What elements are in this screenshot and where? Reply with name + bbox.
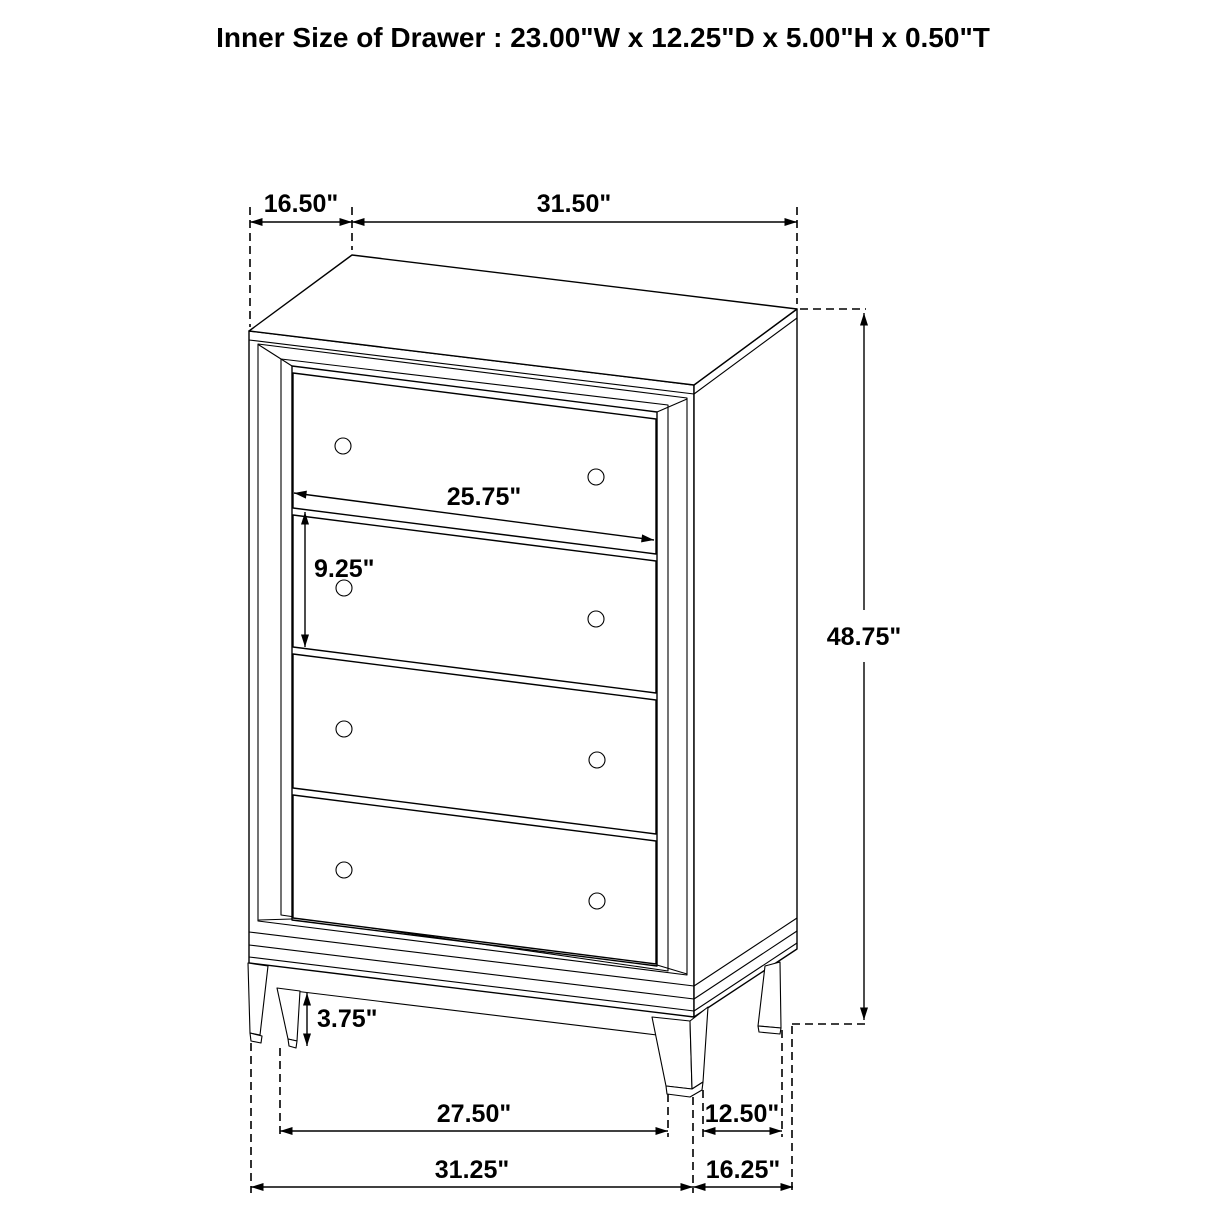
knob-icon [588,469,604,485]
knob-icon [336,721,352,737]
dim-label-front-legs-span: 27.50" [436,1100,512,1128]
dim-label-drawer-height: 9.25" [314,555,375,583]
knob-icon [589,893,605,909]
chest-drawing [248,255,797,1097]
dim-label-side-legs-span: 12.50" [704,1100,780,1128]
knob-icon [588,611,604,627]
dim-label-top-width: 31.50" [536,190,612,218]
right-side-face [694,309,797,1017]
knob-icon [589,752,605,768]
dim-label-bottom-depth: 16.25" [705,1156,781,1184]
dim-label-drawer-width: 25.75" [446,483,522,511]
dim-label-overall-height: 48.75" [826,623,902,651]
dim-label-leg-height: 3.75" [317,1005,378,1033]
diagram-title: Inner Size of Drawer : 23.00"W x 12.25"D x 5.00"H x 0.50"T [216,22,990,53]
dim-label-top-depth: 16.50" [263,190,339,218]
dim-label-bottom-width: 31.25" [434,1156,510,1184]
knob-icon [336,862,352,878]
knob-icon [335,438,351,454]
dimension-bottom-depth [693,1156,793,1187]
dimension-side-legs-span [703,1100,782,1131]
dimension-top-depth [250,190,352,222]
